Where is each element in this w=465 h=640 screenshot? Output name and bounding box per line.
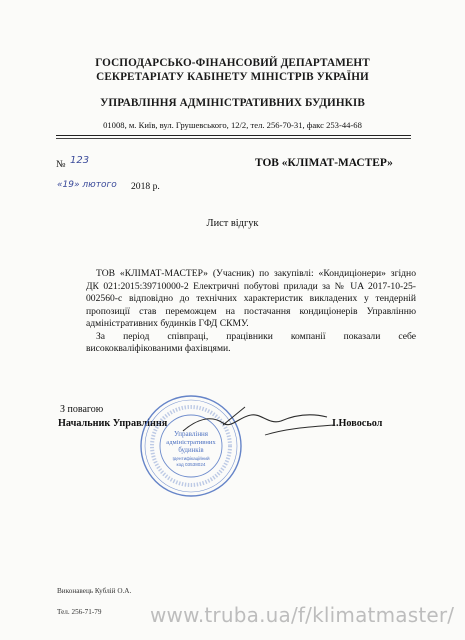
body-paragraph-2: За період співпраці, працівники компанії показали себе висококваліфікованими фахівцями. xyxy=(86,330,416,354)
date-handwritten: «19» лютого xyxy=(57,180,117,190)
stamp-text-4: Ідентифікаційний xyxy=(172,456,210,461)
outgoing-number-label: № xyxy=(56,159,66,170)
stamp-text-2: адміністративних xyxy=(166,439,216,446)
recipient: ТОВ «КЛІМАТ-МАСТЕР» xyxy=(255,157,393,169)
signatory-name: І.Новосьол xyxy=(332,418,383,429)
handwritten-signature xyxy=(165,405,365,445)
executor-name: Виконавець Кублій О.А. xyxy=(57,587,132,595)
letter-title: Лист відгук xyxy=(206,218,259,229)
stamp-text-1: Управління xyxy=(173,430,209,438)
watermark-url: www.truba.ua/f/klimatmaster/ xyxy=(150,603,455,627)
date-year: 2018 р. xyxy=(131,181,160,192)
header-rule-thick xyxy=(56,135,411,136)
stamp-text-5: код 03538024 xyxy=(176,462,206,467)
executor-phone: Тел. 256-71-79 xyxy=(57,608,102,616)
header-address: 01008, м. Київ, вул. Грушевського, 12/2, тел. 256-70-31, факс 253-44-68 xyxy=(103,120,362,130)
letter-body xyxy=(86,268,416,356)
body-paragraph-1: ТОВ «КЛІМАТ-МАСТЕР» (Учасник) по закупівлі: «Кондиціонери» згідно ДК 021:2015:39710000-2 Електричні побутові прилади за № UA 2017-10-25-002560-с відповідно до технічних характеристик викладених у тендерній пропозиції став переможцем на постачання кондиціонерів Управлінню адміністративних будинків ГФД СКМУ. xyxy=(86,268,416,329)
header-secretariat: СЕКРЕТАРІАТУ КАБІНЕТУ МІНІСТРІВ УКРАЇНИ xyxy=(96,71,369,83)
header-department: ГОСПОДАРСЬКО-ФІНАНСОВИЙ ДЕПАРТАМЕНТ xyxy=(95,57,370,69)
header-rule-thin xyxy=(56,138,411,139)
header-administration: УПРАВЛІННЯ АДМІНІСТРАТИВНИХ БУДИНКІВ xyxy=(100,97,365,109)
signatory-role: Начальник Управління xyxy=(58,418,168,429)
outgoing-number-value: 123 xyxy=(70,155,90,166)
stamp-text-3: будинків xyxy=(178,447,204,454)
closing-regards: З повагою xyxy=(60,404,104,415)
